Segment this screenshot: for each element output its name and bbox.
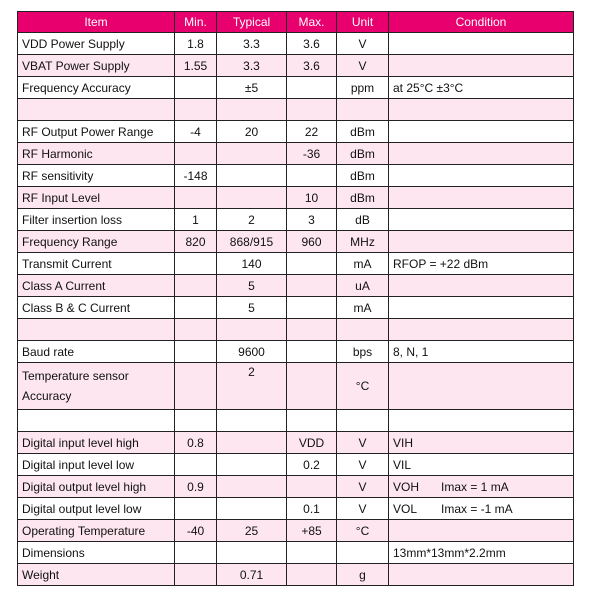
cell-typical: 20 [217,121,287,143]
table-row [18,187,574,209]
cell-condition: 13mm*13mm*2.2mm [389,542,574,564]
cell-condition: VIH [389,432,574,454]
cell-max [287,165,337,187]
cell-min [175,275,217,297]
cell-typical [217,476,287,498]
table-row [18,77,574,99]
table-row [18,55,574,77]
cell-max [287,410,337,432]
cell-item: Dimensions [18,542,175,564]
cell-unit: mA [337,253,389,275]
table-row [18,33,574,55]
cell-condition [389,187,574,209]
cell-condition: RFOP = +22 dBm [389,253,574,275]
cell-item [18,99,175,121]
cell-unit: dBm [337,121,389,143]
cell-min: 1.8 [175,33,217,55]
table-row [18,363,574,410]
cell-condition [389,209,574,231]
cell-typical: 2 [217,209,287,231]
cell-unit: V [337,432,389,454]
cell-condition [389,55,574,77]
cell-condition [389,564,574,586]
cell-typical [217,454,287,476]
table-row [18,520,574,542]
table-row-spacer [18,410,574,432]
cell-unit: V [337,454,389,476]
cell-typical: 2 [217,363,287,410]
cell-min [175,410,217,432]
condition-symbol: VOL [393,501,418,516]
cell-condition [389,165,574,187]
table-row [18,121,574,143]
cell-typical: 3.3 [217,55,287,77]
cell-max [287,275,337,297]
cell-typical [217,165,287,187]
cell-min: 0.9 [175,476,217,498]
cell-unit: dBm [337,187,389,209]
cell-typical [217,319,287,341]
cell-item [18,319,175,341]
table-row-spacer [18,319,574,341]
cell-min [175,363,217,410]
cell-min [175,297,217,319]
cell-unit: dBm [337,165,389,187]
cell-max: +85 [287,520,337,542]
cell-unit: °C [337,520,389,542]
cell-typical [217,410,287,432]
cell-unit: bps [337,341,389,363]
table-row [18,297,574,319]
cell-item: Class A Current [18,275,175,297]
cell-item: Digital input level low [18,454,175,476]
cell-max: 960 [287,231,337,253]
cell-max [287,363,337,410]
cell-max [287,319,337,341]
table-row [18,476,574,498]
cell-unit: °C [337,363,389,410]
cell-min: -40 [175,520,217,542]
cell-typical: 0.71 [217,564,287,586]
cell-max: VDD [287,432,337,454]
table-row [18,209,574,231]
cell-min [175,253,217,275]
header-unit: Unit [337,12,389,33]
cell-condition [389,231,574,253]
cell-unit: V [337,33,389,55]
cell-min [175,143,217,165]
spec-table-container [17,11,574,586]
cell-typical [217,99,287,121]
cell-typical [217,542,287,564]
table-row-spacer [18,99,574,121]
cell-unit: V [337,476,389,498]
cell-condition [389,520,574,542]
cell-max: -36 [287,143,337,165]
cell-item [18,410,175,432]
header-row [18,12,574,33]
cell-min: 1.55 [175,55,217,77]
cell-item: Temperature sensor Accuracy [18,363,175,410]
cell-min: 1 [175,209,217,231]
table-row [18,542,574,564]
cell-max [287,564,337,586]
cell-unit: mA [337,297,389,319]
cell-item: Filter insertion loss [18,209,175,231]
cell-condition [389,476,574,498]
cell-item: RF Input Level [18,187,175,209]
header-item: Item [18,12,175,33]
cell-min: -148 [175,165,217,187]
cell-condition [389,121,574,143]
cell-unit: V [337,55,389,77]
cell-item: Class B & C Current [18,297,175,319]
header-typical: Typical [217,12,287,33]
cell-typical: 5 [217,275,287,297]
cell-condition: 8, N, 1 [389,341,574,363]
cell-item: RF sensitivity [18,165,175,187]
cell-condition [389,275,574,297]
cell-typical [217,498,287,520]
cell-typical [217,187,287,209]
cell-unit: dBm [337,143,389,165]
cell-min [175,187,217,209]
table-row [18,143,574,165]
cell-condition: VIL [389,454,574,476]
cell-unit [337,410,389,432]
cell-item: Frequency Accuracy [18,77,175,99]
cell-unit: V [337,498,389,520]
cell-unit [337,319,389,341]
cell-item: Frequency Range [18,231,175,253]
cell-min [175,341,217,363]
cell-item: RF Harmonic [18,143,175,165]
cell-unit [337,99,389,121]
table-row [18,432,574,454]
table-row [18,275,574,297]
cell-unit: dB [337,209,389,231]
cell-min [175,77,217,99]
cell-unit [337,542,389,564]
cell-item: Digital input level high [18,432,175,454]
cell-unit: MHz [337,231,389,253]
cell-max [287,99,337,121]
cell-item: Transmit Current [18,253,175,275]
condition-current: Imax = -1 mA [441,501,513,516]
cell-unit: g [337,564,389,586]
cell-max: 22 [287,121,337,143]
cell-max [287,542,337,564]
table-row [18,498,574,520]
cell-condition [389,410,574,432]
cell-typical: 9600 [217,341,287,363]
cell-condition [389,143,574,165]
cell-item: Digital output level low [18,498,175,520]
condition-symbol: VOH [393,479,420,494]
cell-typical [217,432,287,454]
cell-condition [389,297,574,319]
cell-max [287,77,337,99]
cell-typical: 3.3 [217,33,287,55]
cell-max [287,253,337,275]
cell-item: VDD Power Supply [18,33,175,55]
cell-max: 3.6 [287,33,337,55]
cell-condition [389,33,574,55]
header-min: Min. [175,12,217,33]
cell-item: VBAT Power Supply [18,55,175,77]
cell-max: 3 [287,209,337,231]
table-row [18,253,574,275]
cell-typical: 25 [217,520,287,542]
condition-current: Imax = 1 mA [441,479,509,494]
table-row [18,231,574,253]
cell-condition [389,498,574,520]
cell-typical: 140 [217,253,287,275]
cell-max: 0.2 [287,454,337,476]
header-max: Max. [287,12,337,33]
cell-typical: 5 [217,297,287,319]
cell-item: RF Output Power Range [18,121,175,143]
cell-max: 10 [287,187,337,209]
cell-max [287,476,337,498]
cell-item: Baud rate [18,341,175,363]
cell-max [287,297,337,319]
cell-unit: ppm [337,77,389,99]
cell-condition: at 25°C ±3°C [389,77,574,99]
cell-min: -4 [175,121,217,143]
cell-item: Digital output level high [18,476,175,498]
cell-min [175,454,217,476]
cell-max: 3.6 [287,55,337,77]
table-row [18,564,574,586]
spec-table [17,11,574,586]
cell-typical: ±5 [217,77,287,99]
cell-item: Weight [18,564,175,586]
cell-min [175,498,217,520]
cell-unit: uA [337,275,389,297]
cell-min [175,99,217,121]
cell-min [175,319,217,341]
cell-condition [389,99,574,121]
cell-min [175,564,217,586]
table-row [18,454,574,476]
cell-min: 0.8 [175,432,217,454]
table-row [18,341,574,363]
table-row [18,165,574,187]
cell-max [287,341,337,363]
cell-min: 820 [175,231,217,253]
cell-condition [389,319,574,341]
cell-max: 0.1 [287,498,337,520]
cell-condition [389,363,574,410]
cell-typical [217,143,287,165]
header-condition: Condition [389,12,574,33]
cell-min [175,542,217,564]
cell-item: Operating Temperature [18,520,175,542]
cell-typical: 868/915 [217,231,287,253]
